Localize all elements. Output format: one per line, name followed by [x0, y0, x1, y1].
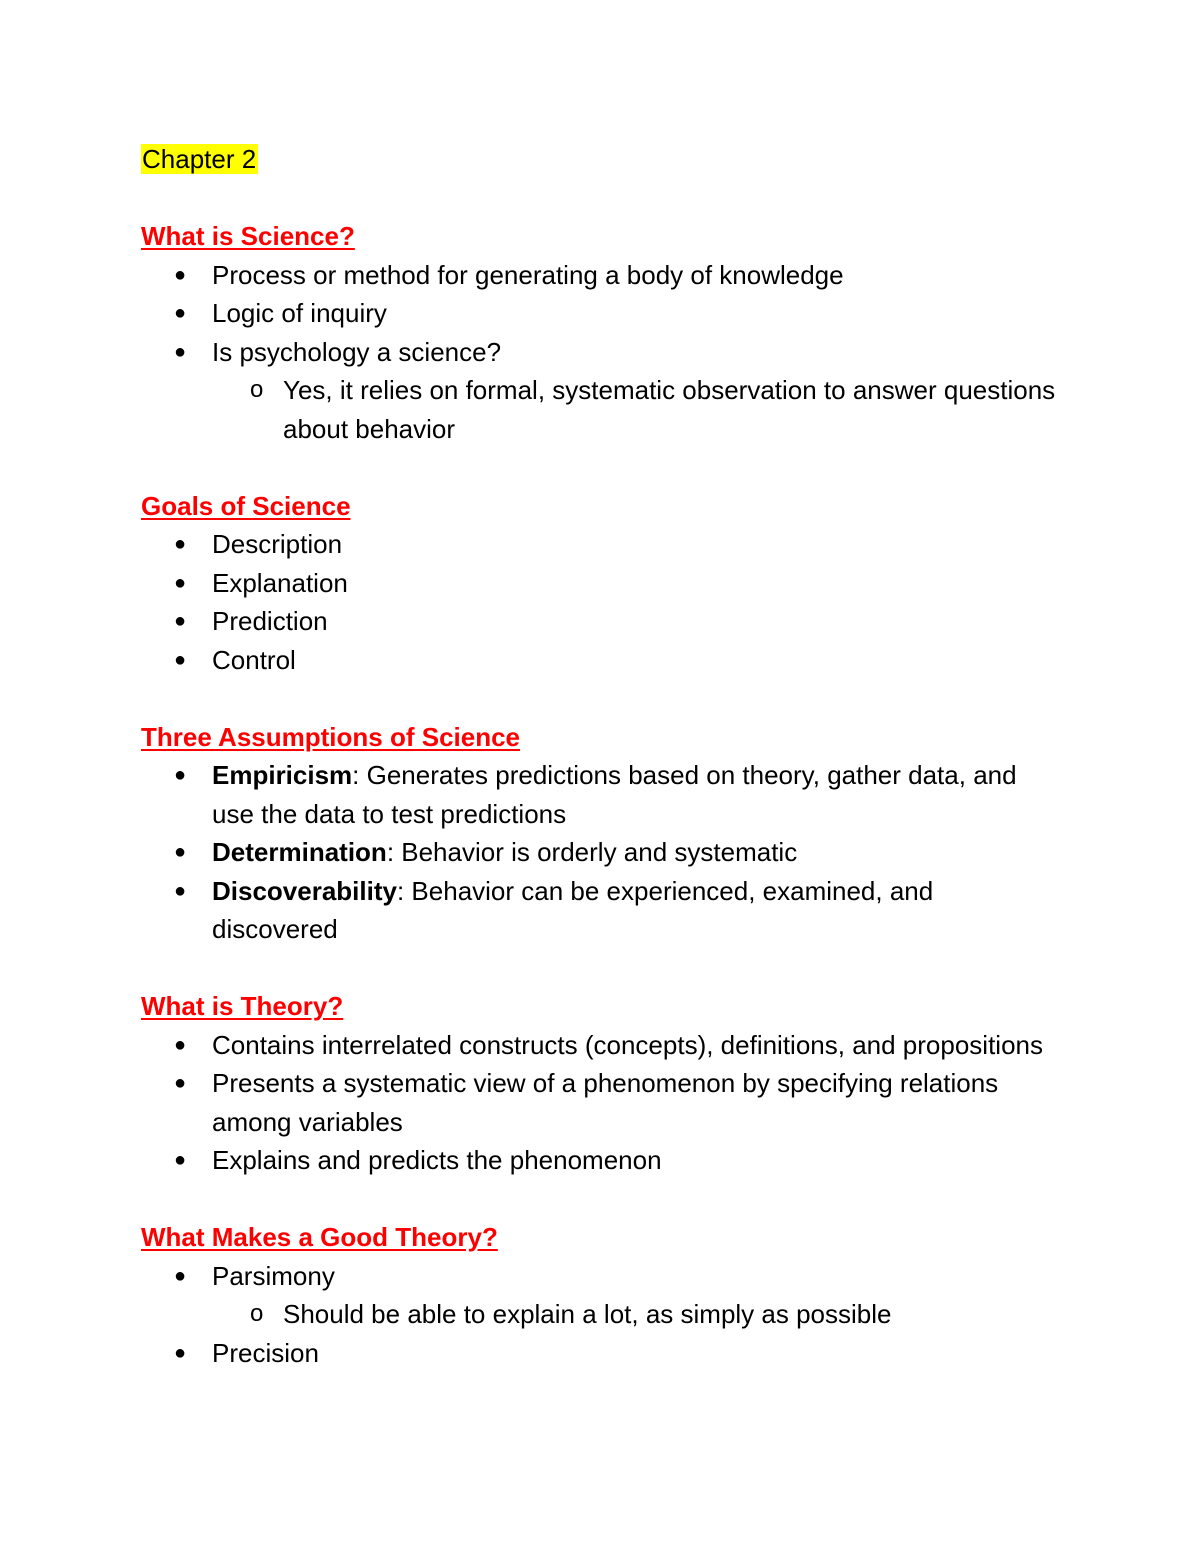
list-item: ● Explanation	[141, 564, 1061, 603]
list-item: ● Parsimony o Should be able to explain a lot, as simply as possible	[141, 1257, 1061, 1334]
sub-list	[212, 371, 1061, 448]
list-item: ● Presents a systematic view of a phenomenon by specifying relations among variables	[141, 1064, 1061, 1141]
section-heading: Three Assumptions of Science	[141, 721, 521, 752]
section-what-is-science	[141, 217, 1061, 448]
list-item: ● Empiricism: Generates predictions based on theory, gather data, and use the data to test predictions	[141, 756, 1061, 833]
bullet-icon: ●	[174, 1033, 187, 1056]
section-heading: Goals of Science	[141, 490, 351, 521]
bullet-list	[141, 256, 1061, 449]
document-page	[141, 140, 1061, 1411]
list-item: ● Contains interrelated constructs (concepts), definitions, and propositions	[141, 1026, 1061, 1065]
bullet-list	[141, 1257, 1061, 1373]
list-item: ● Explains and predicts the phenomenon	[141, 1141, 1061, 1180]
bullet-icon: ●	[174, 610, 187, 632]
section-heading: What is Theory?	[141, 991, 344, 1021]
list-item: ● Discoverability: Behavior can be experienced, examined, and discovered	[141, 872, 1061, 949]
sub-list	[212, 1295, 1061, 1334]
chapter-title: Chapter 2	[142, 144, 257, 174]
bullet-icon: ●	[174, 648, 187, 671]
bullet-icon: ●	[174, 1149, 187, 1171]
circle-bullet-icon: o	[250, 1300, 264, 1327]
bullet-icon: ●	[174, 533, 187, 555]
bullet-icon: ●	[174, 879, 187, 902]
bullet-list	[141, 525, 1061, 679]
term: Determination	[212, 837, 387, 867]
list-item: ● Is psychology a science? o Yes, it relies on formal, systematic observation to answer questions about behavior	[141, 333, 1061, 449]
section-three-assumptions	[141, 718, 1061, 949]
list-item: ● Logic of inquiry	[141, 294, 1061, 333]
list-item: ● Precision	[141, 1334, 1061, 1373]
bullet-icon: ●	[174, 1341, 187, 1364]
list-item: ● Determination: Behavior is orderly and systematic	[141, 833, 1061, 872]
bullet-icon: ●	[174, 263, 187, 286]
term: Discoverability	[212, 875, 397, 906]
sub-list-item: o Should be able to explain a lot, as simply as possible	[212, 1295, 1061, 1334]
sub-list-item: o Yes, it relies on formal, systematic observation to answer questions about behavior	[212, 371, 1061, 448]
section-what-is-theory	[141, 987, 1061, 1180]
bullet-icon: ●	[174, 302, 187, 324]
bullet-icon: ●	[174, 340, 187, 363]
bullet-list	[141, 756, 1061, 949]
bullet-icon: ●	[174, 1264, 187, 1287]
list-item: ● Prediction	[141, 602, 1061, 641]
chapter-line	[141, 140, 1061, 179]
section-heading: What Makes a Good Theory?	[141, 1222, 498, 1252]
bullet-icon: ●	[174, 1072, 187, 1094]
section-goals-of-science	[141, 487, 1061, 680]
list-item: ● Control	[141, 641, 1061, 680]
bullet-list	[141, 1026, 1061, 1180]
list-item: ● Process or method for generating a body of knowledge	[141, 256, 1061, 295]
bullet-icon: ●	[174, 841, 187, 863]
list-item: ● Description	[141, 525, 1061, 564]
section-good-theory	[141, 1218, 1061, 1372]
section-heading: What is Science?	[141, 221, 355, 251]
term: Empiricism	[212, 760, 353, 790]
circle-bullet-icon: o	[250, 376, 264, 403]
bullet-icon: ●	[174, 571, 187, 594]
bullet-icon: ●	[174, 764, 187, 786]
